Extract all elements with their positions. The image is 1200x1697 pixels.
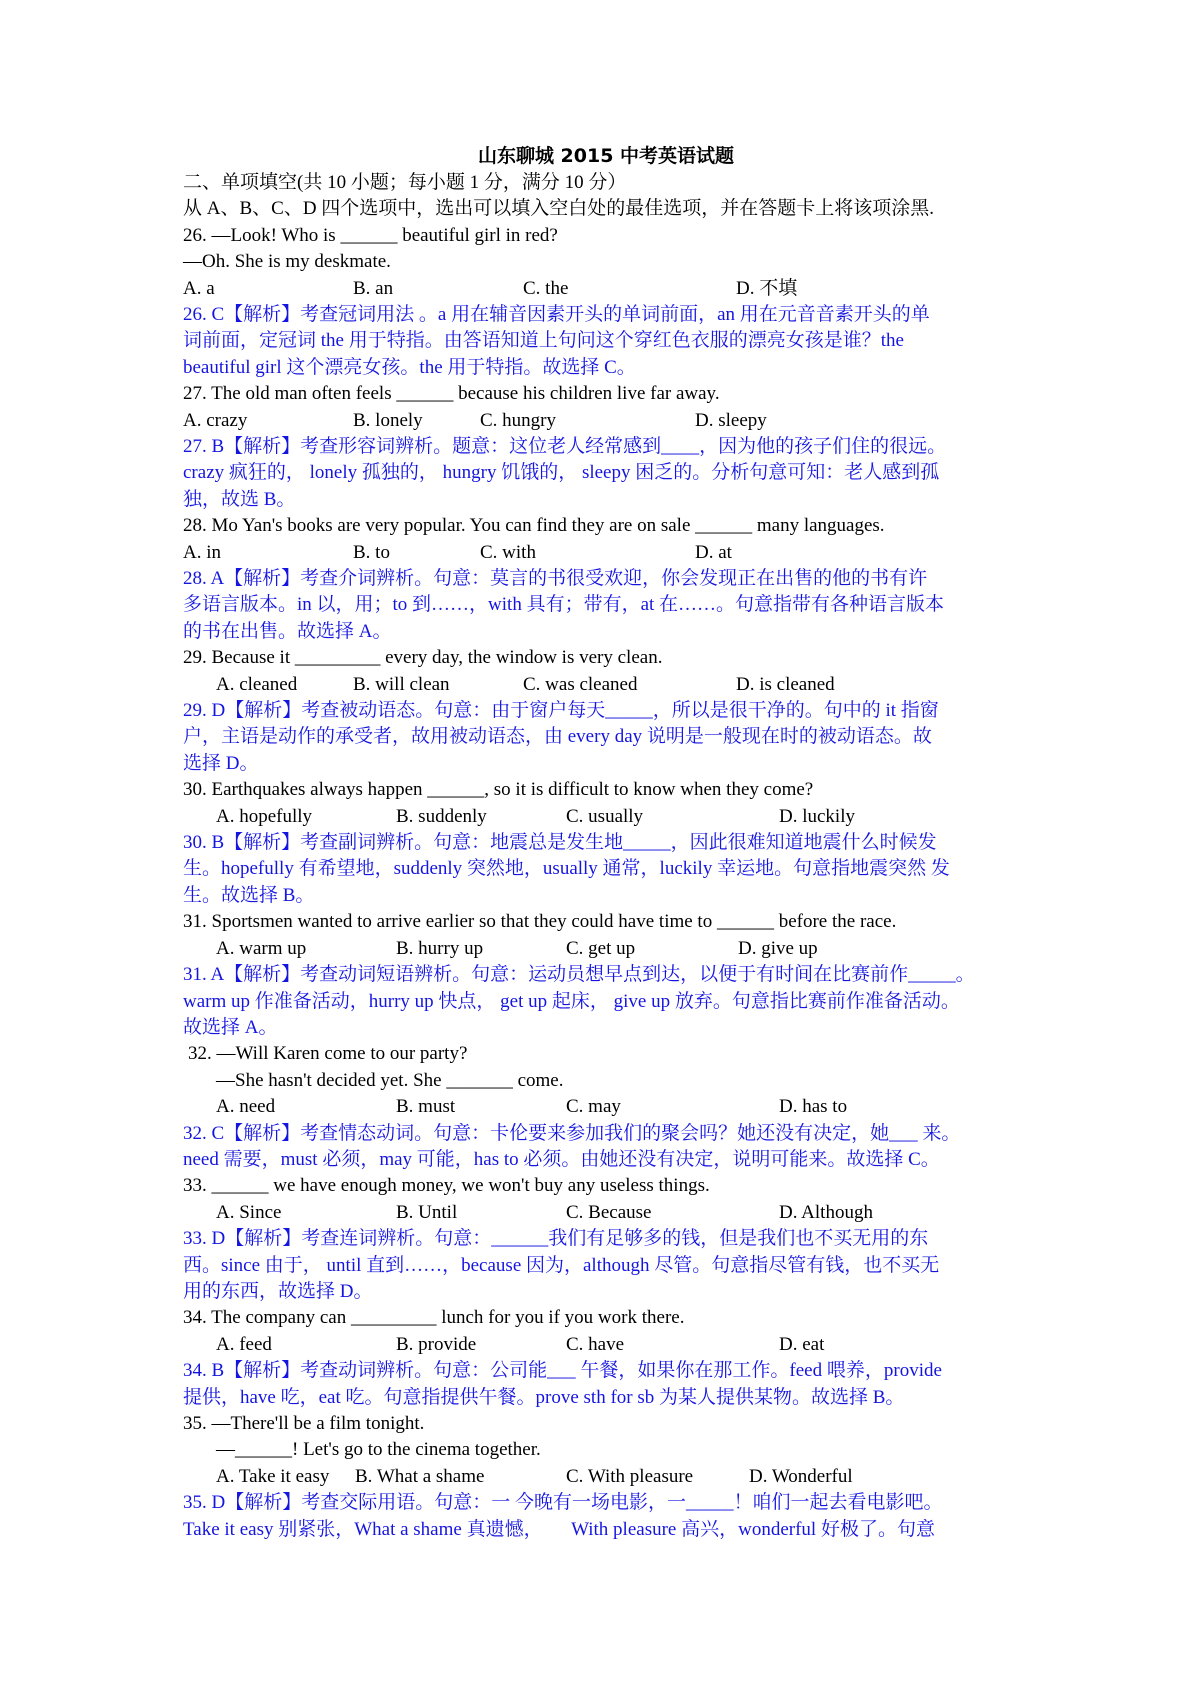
question-26 [183, 223, 1029, 381]
explanation-line: 选择 D。 [183, 752, 259, 774]
explanation-line: need 需要，must 必须，may 可能，has to 必须。由她还没有决定，说明可能来。故选择 C。 [183, 1148, 940, 1170]
option-b: B. hurry up [396, 937, 484, 959]
option-c: C. with [480, 541, 536, 563]
options-row [183, 1332, 1029, 1358]
option-d: D. give up [738, 937, 818, 959]
option-c: C. the [523, 277, 569, 299]
option-d: D. has to [779, 1096, 848, 1118]
option-d: D. is cleaned [736, 673, 835, 695]
explanation-line: 独，故选 B。 [183, 488, 296, 510]
explanation-line: 32. C【解析】考查情态动词。句意：卡伦要来参加我们的聚会吗？她还没有决定，她___ 来。 [183, 1122, 961, 1144]
explanation-line: 的书在出售。故选择 A。 [183, 620, 392, 642]
explanation-line: 33. D【解析】考查连词辨析。句意：______我们有足够多的钱，但是我们也不买无用的东 [183, 1228, 929, 1250]
option-d: D. luckily [779, 805, 855, 827]
option-d: D. eat [779, 1333, 825, 1355]
explanation-line: 多语言版本。in 以，用；to 到……，with 具有；带有，at 在……。句意指带有各种语言版本 [183, 594, 945, 616]
question-29 [183, 645, 1029, 777]
options-row [183, 540, 1029, 566]
section-heading: 二、单项填空(共 10 小题；每小题 1 分，满分 10 分） [183, 172, 627, 193]
option-c: C. hungry [480, 409, 556, 431]
explanation-line: 29. D【解析】考查被动语态。句意：由于窗户每天_____，所以是很干净的。句中的 it 指窗 [183, 700, 939, 722]
question-stem: 33. ______ we have enough money, we won't buy any useless things. [183, 1175, 710, 1197]
question-stem: 32. —Will Karen come to our party? [188, 1043, 468, 1065]
explanation-line: 30. B【解析】考查副词辨析。句意：地震总是发生地_____，因此很难知道地震什么时候发 [183, 832, 937, 854]
option-a: A. cleaned [216, 673, 298, 695]
explanation-line: 用的东西，故选择 D。 [183, 1280, 373, 1302]
question-stem: 34. The company can _________ lunch for you if you work there. [183, 1307, 685, 1329]
option-c: C. usually [566, 805, 644, 827]
option-b: B. must [396, 1096, 456, 1118]
option-b: B. suddenly [396, 805, 487, 827]
question-27 [183, 381, 1029, 513]
option-a: A. Since [216, 1201, 282, 1223]
explanation-line: warm up 作准备活动，hurry up 快点， get up 起床， give up 放弃。句意指比赛前作准备活动。 [183, 990, 960, 1012]
question-stem: 29. Because it _________ every day, the window is very clean. [183, 647, 663, 669]
explanation-line: Take it easy 别紧张，What a shame 真遗憾， With pleasure 高兴，wonderful 好极了。句意 [183, 1518, 935, 1540]
options-row [183, 408, 1029, 434]
explanation-line: 生。故选择 B。 [183, 884, 315, 906]
option-a: A. hopefully [216, 805, 313, 827]
option-c: C. may [566, 1096, 621, 1118]
question-32 [183, 1041, 1029, 1173]
option-d: D. at [695, 541, 732, 563]
option-d: D. Although [779, 1201, 873, 1223]
option-d: D. Wonderful [749, 1465, 853, 1487]
option-a: A. in [183, 541, 221, 563]
option-d: D. sleepy [695, 409, 767, 431]
page-title: 山东聊城 2015 中考英语试题 [477, 145, 735, 167]
question-31 [183, 909, 1029, 1041]
options-row [183, 276, 1029, 302]
question-reply: —She hasn't decided yet. She _______ come. [216, 1069, 564, 1091]
option-b: B. Until [396, 1201, 458, 1223]
option-d: D. 不填 [736, 277, 798, 299]
options-row [183, 804, 1029, 830]
question-stem: 30. Earthquakes always happen ______, so it is difficult to know when they come? [183, 779, 814, 801]
explanation-line: 34. B【解析】考查动词辨析。句意：公司能___ 午餐，如果你在那工作。feed 喂养，provide [183, 1360, 942, 1382]
question-stem: 28. Mo Yan's books are very popular. You can find they are on sale ______ many languages. [183, 515, 885, 537]
option-a: A. crazy [183, 409, 248, 431]
explanation-line: 27. B【解析】考查形容词辨析。题意：这位老人经常感到____，因为他的孩子们住的很远。 [183, 436, 947, 458]
option-a: A. feed [216, 1333, 272, 1355]
explanation-line: 户，主语是动作的承受者，故用被动语态，由 every day 说明是一般现在时的被动语态。故 [183, 726, 932, 748]
explanation-line: crazy 疯狂的， lonely 孤独的， hungry 饥饿的， sleepy 困乏的。分析句意可知：老人感到孤 [183, 462, 940, 484]
explanation-line: 生。hopefully 有希望地，suddenly 突然地，usually 通常，luckily 幸运地。句意指地震突然 发 [183, 858, 950, 880]
options-row [183, 1200, 1029, 1226]
question-reply: —______! Let's go to the cinema together. [216, 1439, 541, 1461]
option-a: A. need [216, 1096, 276, 1118]
option-b: B. will clean [353, 673, 450, 695]
option-b: B. provide [396, 1333, 477, 1355]
question-stem: 26. —Look! Who is ______ beautiful girl in red? [183, 224, 558, 246]
option-a: A. Take it easy [216, 1465, 330, 1487]
question-35 [183, 1411, 1029, 1543]
option-b: B. an [353, 277, 394, 299]
question-reply: —Oh. She is my deskmate. [183, 251, 391, 273]
question-33 [183, 1173, 1029, 1305]
explanation-line: 31. A【解析】考查动词短语辨析。句意：运动员想早点到达，以便于有时间在比赛前作_____。 [183, 964, 975, 986]
option-c: C. Because [566, 1201, 652, 1223]
question-30 [183, 777, 1029, 909]
explanation-line: beautiful girl 这个漂亮女孩。the 用于特指。故选择 C。 [183, 356, 636, 378]
option-b: B. to [353, 541, 390, 563]
option-b: B. lonely [353, 409, 423, 431]
options-row [183, 672, 1029, 698]
question-stem: 27. The old man often feels ______ because his children live far away. [183, 383, 720, 405]
explanation-line: 28. A【解析】考查介词辨析。句意：莫言的书很受欢迎，你会发现正在出售的他的书有许 [183, 568, 928, 590]
options-row [183, 1464, 1029, 1490]
options-row [183, 1094, 1029, 1120]
option-a: A. a [183, 277, 215, 299]
options-row [183, 936, 1029, 962]
document-page [183, 143, 1029, 1543]
question-28 [183, 513, 1029, 645]
option-b: B. What a shame [355, 1465, 485, 1487]
question-stem: 35. —There'll be a film tonight. [183, 1412, 425, 1434]
option-c: C. have [566, 1333, 625, 1355]
explanation-line: 26. C【解析】考查冠词用法 。a 用在辅音因素开头的单词前面，an 用在元音音素开头的单 [183, 304, 930, 326]
question-stem: 31. Sportsmen wanted to arrive earlier so that they could have time to ______ before the race. [183, 911, 897, 933]
explanation-line: 词前面，定冠词 the 用于特指。由答语知道上句问这个穿红色衣服的漂亮女孩是谁？the [183, 330, 904, 352]
question-34 [183, 1305, 1029, 1411]
explanation-line: 西。since 由于， until 直到……，because 因为，although 尽管。句意指尽管有钱，也不买无 [183, 1254, 940, 1276]
explanation-line: 故选择 A。 [183, 1016, 278, 1038]
section-instruction: 从 A、B、C、D 四个选项中，选出可以填入空白处的最佳选项，并在答题卡上将该项涂黑. [183, 198, 935, 220]
option-a: A. warm up [216, 937, 307, 959]
explanation-line: 35. D【解析】考查交际用语。句意：一 今晚有一场电影，一_____！咱们一起去看电影吧。 [183, 1492, 943, 1514]
explanation-line: 提供，have 吃，eat 吃。句意指提供午餐。prove sth for sb 为某人提供某物。故选择 B。 [183, 1386, 905, 1408]
option-c: C. was cleaned [523, 673, 638, 695]
option-c: C. get up [566, 937, 636, 959]
option-c: C. With pleasure [566, 1465, 694, 1487]
